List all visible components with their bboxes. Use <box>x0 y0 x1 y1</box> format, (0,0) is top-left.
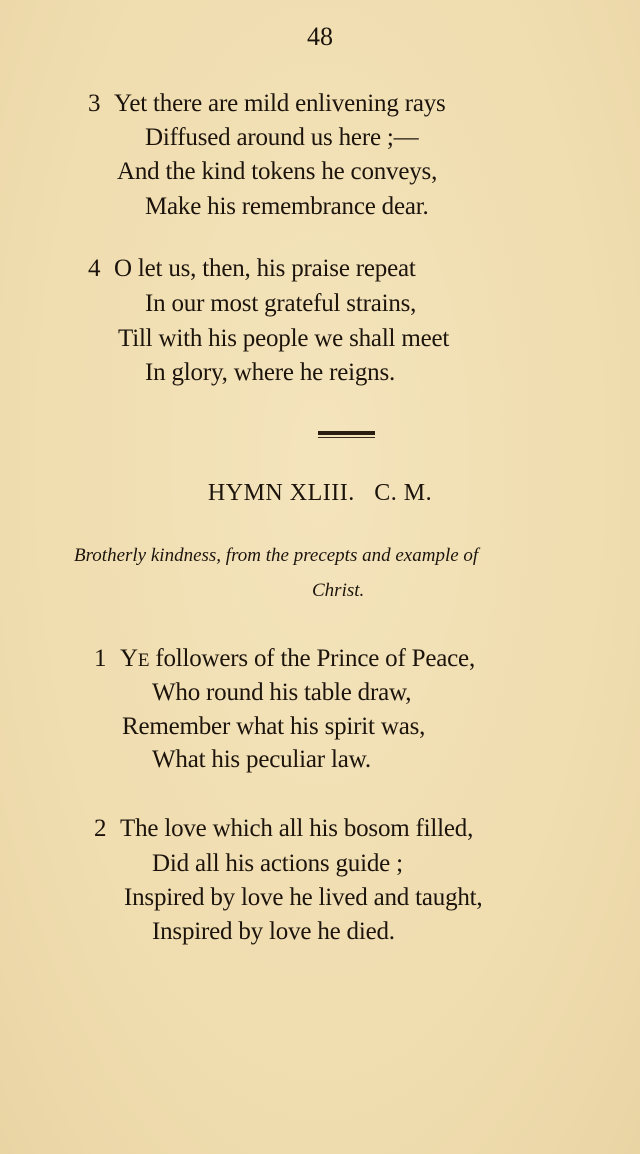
stanza-number: 4 <box>88 255 101 282</box>
hymn-subtitle-cont: Christ. <box>312 580 365 601</box>
verse-text: followers of the Prince of Peace, <box>155 645 475 672</box>
verse-line: Did all his actions guide ; <box>152 850 403 877</box>
stanza-number: 1 <box>94 645 107 672</box>
verse-line <box>94 645 475 673</box>
verse-line: And the kind tokens he conveys, <box>117 158 438 185</box>
small-caps: E <box>137 650 150 671</box>
section-divider <box>318 431 375 438</box>
hymn-title: HYMN XLIII. C. M. <box>207 480 433 506</box>
verse-line: Inspired by love he lived and taught, <box>124 884 483 911</box>
verse-line: In our most grateful strains, <box>145 290 417 317</box>
verse-line <box>88 90 446 118</box>
verse-line: Make his remembrance dear. <box>145 193 429 220</box>
verse-text: Yet there are mild enlivening rays <box>114 90 446 117</box>
hymn-subtitle: Brotherly kindness, from the precepts and example of <box>74 545 479 566</box>
verse-line: Remember what his spirit was, <box>122 713 426 740</box>
verse-line: Till with his people we shall meet <box>118 325 450 352</box>
verse-line <box>88 255 416 283</box>
verse-line: Inspired by love he died. <box>152 918 395 945</box>
drop-cap: Y <box>120 645 138 672</box>
stanza-number: 3 <box>88 90 101 117</box>
verse-text: O let us, then, his praise repeat <box>114 255 416 282</box>
page-number: 48 <box>307 22 333 51</box>
verse-line: What his peculiar law. <box>152 746 371 773</box>
verse-line: Who round his table draw, <box>152 679 412 706</box>
stanza-number: 2 <box>94 815 107 842</box>
verse-line: Diffused around us here ;— <box>145 124 419 151</box>
verse-line: In glory, where he reigns. <box>145 359 396 386</box>
verse-text: The love which all his bosom filled, <box>120 815 474 842</box>
verse-line <box>94 815 473 843</box>
